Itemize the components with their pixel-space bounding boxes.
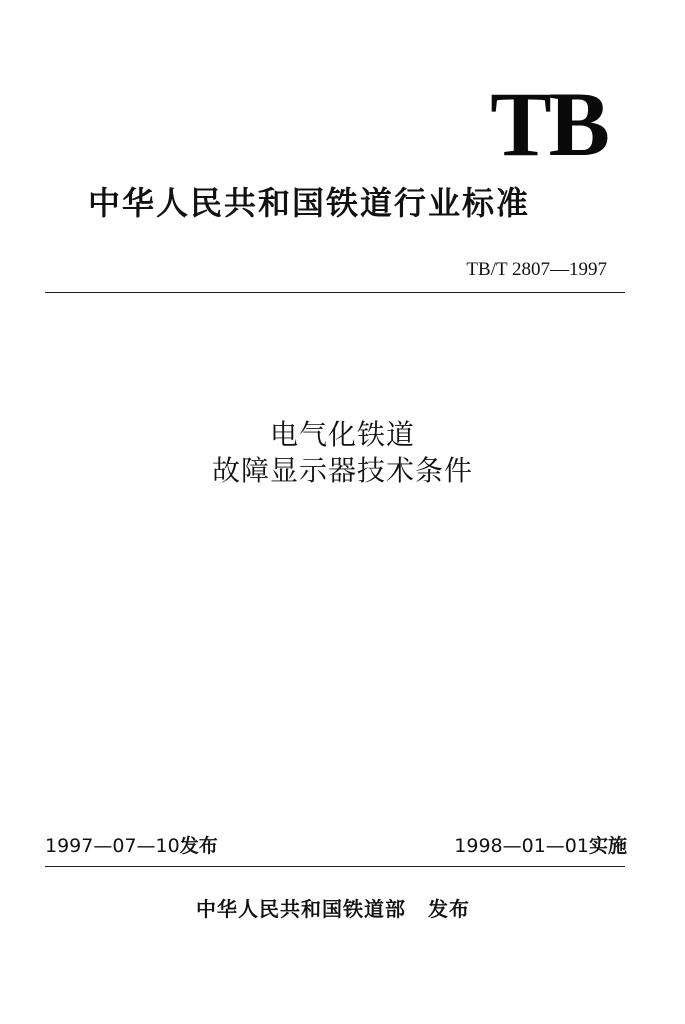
publisher-name: 中华人民共和国铁道部 [196, 897, 406, 921]
effective-date-block [454, 834, 627, 858]
effective-label: 实施 [588, 835, 627, 857]
top-divider [45, 292, 625, 293]
tb-logo: TB [490, 73, 607, 175]
document-title-line-2: 故障显示器技术条件 [211, 454, 473, 487]
org-title: 中华人民共和国铁道行业标准 [88, 184, 531, 222]
publisher-label: 发布 [428, 897, 470, 921]
bottom-divider [45, 866, 625, 867]
issue-date-block [45, 834, 218, 858]
effective-date: 1998—01—01 [454, 835, 589, 857]
publisher-block [196, 896, 470, 922]
standard-code: TB/T 2807—1997 [466, 259, 607, 280]
document-title-line-1: 电气化铁道 [269, 418, 415, 451]
issue-date: 1997—07—10 [45, 835, 180, 857]
issue-label: 发布 [179, 835, 218, 857]
